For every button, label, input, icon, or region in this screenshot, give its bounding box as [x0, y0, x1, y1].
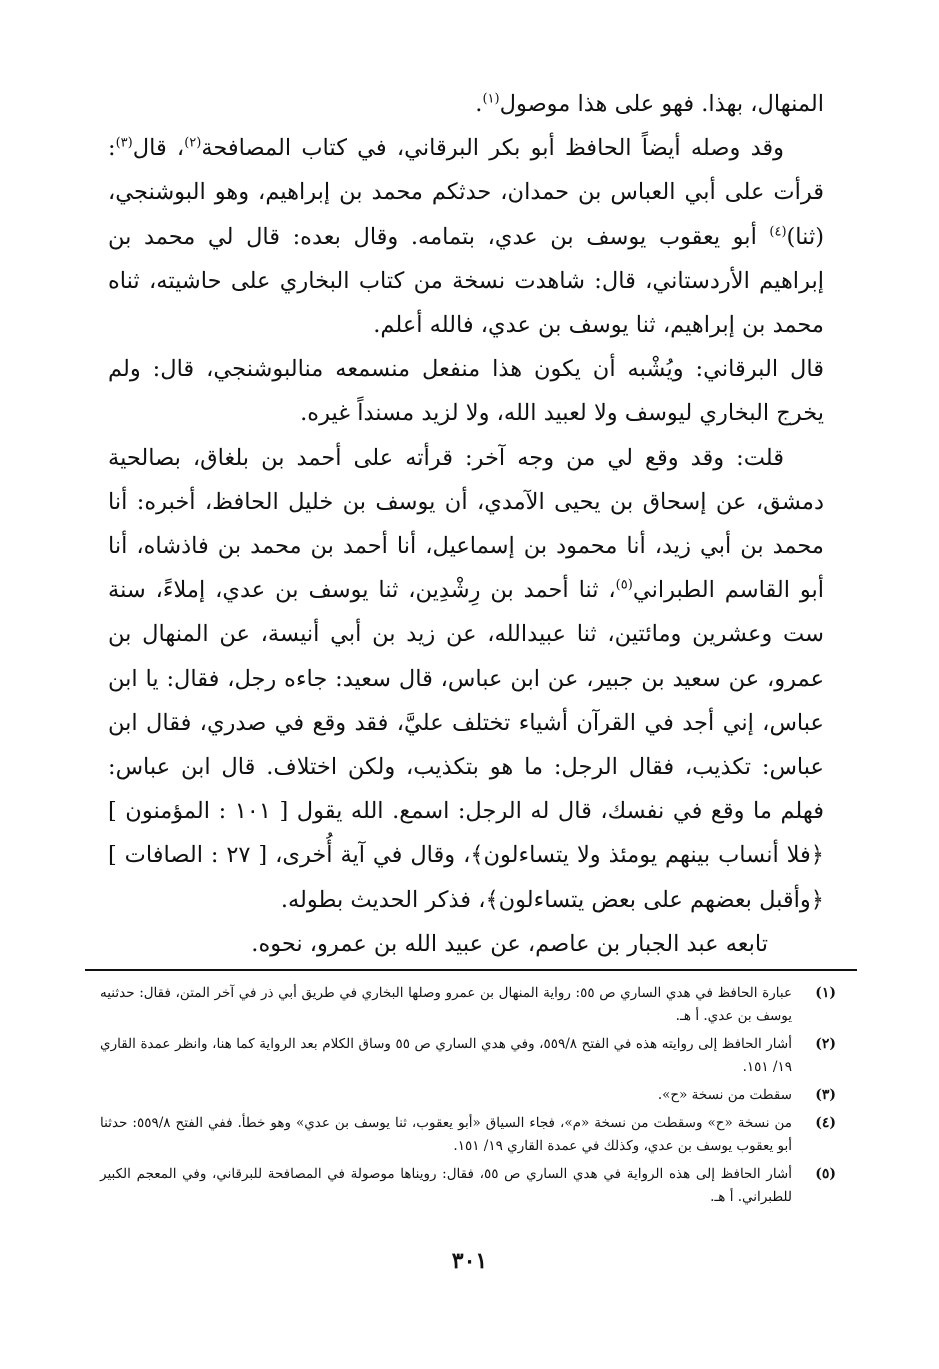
- footnote-text: أشار الحافظ إلى هذه الرواية في هدي الساري ص ٥٥، فقال: رويناها موصولة في المصافحة للبرقاني، وفي المعجم الكبير للطبراني. أ هـ.: [100, 1166, 792, 1205]
- page-number: ٣٠١: [451, 1248, 488, 1274]
- footnote-2: [100, 1033, 836, 1079]
- footnote-ref-4[interactable]: (٤): [769, 224, 787, 240]
- footnote-ref-2[interactable]: (٢): [184, 135, 202, 151]
- footnote-ref-5[interactable]: (٥): [615, 577, 633, 593]
- footnote-number: (٣): [815, 1087, 836, 1103]
- footnote-ref-3[interactable]: (٣): [115, 135, 133, 151]
- footnote-number: (١): [815, 985, 836, 1001]
- footnote-number: (٤): [815, 1115, 836, 1131]
- footnote-3: [100, 1084, 836, 1107]
- footnote-5: [100, 1163, 836, 1209]
- footnote-text: سقطت من نسخة «ح».: [657, 1087, 792, 1103]
- footnotes: [100, 982, 836, 1214]
- footnote-text: عبارة الحافظ في هدي الساري ص ٥٥: رواية المنهال بن عمرو وصلها البخاري في طريق أبي ذر في آخر المتن، فقال: حدثنيه يوسف بن عدي. أ هـ.: [100, 985, 792, 1024]
- footnote-text: أشار الحافظ إلى روايته هذه في الفتح ٥٥٩/٨، وفي هدي الساري ص ٥٥ وساق الكلام بعد الرواية كما هنا، وانظر عمدة القاري ١٩/ ١٥١.: [100, 1036, 792, 1075]
- footnote-1: [100, 982, 836, 1028]
- footnote-number: (٢): [815, 1036, 836, 1052]
- footnote-number: (٥): [815, 1166, 836, 1182]
- paragraph-4: قلت: وقد وقع لي من وجه آخر: قرأته على أحمد بن بلغاق، بصالحية دمشق، عن إسحاق بن يحيى الآمدي، أن يوسف بن خليل الحافظ، أخبره: أنا محمد بن أبي زيد، أنا محمود بن إسماعيل، أنا أحمد بن محمد بن فاذشاه، أنا أبو القاسم الطبراني$^{(٥)}$، ثنا أحمد بن رِشْدِين، ثنا يوسف بن عدي، إملاءً، سنة ست وعشرين ومائتين، ثنا عبيدالله، عن زيد بن أبي أنيسة، عن المنهال بن عمرو، عن سعيد بن جبير، عن ابن عباس، قال سعيد: جاءه رجل، فقال: يا ابن عباس، إني أجد في القرآن أشياء تختلف عليَّ، فقد وقع في صدري، فقال ابن عباس: تكذيب، فقال الرجل: ما هو بتكذيب، ولكن اختلاف. قال ابن عباس: فهلم ما وقع في نفسك، قال له الرجل: اسمع. الله يقول [ ١٠١ : المؤمنون ] ﴿فلا أنساب بينهم يومئذ ولا يتساءلون﴾، وقال في آية أُخرى، [ ٢٧ : الصافات ] ﴿وأقبل بعضهم على بعض يتساءلون﴾، فذكر الحديث بطوله.: [108, 444, 825, 913]
- paragraph-1: المنهال، بهذا. فهو على هذا موصول$^{(١)}$.: [475, 91, 824, 117]
- footnote-text: من نسخة «ح» وسقطت من نسخة «م»، فجاء السياق «أبو يعقوب، ثنا يوسف بن عدي» وهو خطأ. ففي الفتح ٥٥٩/٨: حدثنا أبو يعقوب يوسف بن عدي، وكذلك في عمدة القاري ١٩/ ١٥١.: [100, 1115, 793, 1154]
- paragraph-5: تابعه عبد الجبار بن عاصم، عن عبيد الله بن عمرو، نحوه.: [251, 930, 768, 957]
- paragraph-3: قال البرقاني: ويُشْبه أن يكون هذا منفعل منسمعه منالبوشنجي، قال: ولم يخرج البخاري ليوسف ولا لعبيد الله، ولا لزيد مسنداً غيره.: [108, 356, 824, 427]
- footnote-ref-1[interactable]: (١): [482, 91, 500, 107]
- footnote-4: [100, 1112, 836, 1158]
- main-text: [108, 82, 824, 966]
- footnote-divider: [85, 969, 857, 971]
- paragraph-2: وقد وصله أيضاً الحافظ أبو بكر البرقاني، في كتاب المصافحة$^{(٢)}$، قال$^{(٣)}$: قرأت على أبي العباس بن حمدان، حدثكم محمد بن إبراهيم، وهو البوشنجي، (ثنا)$^{(٤)}$ أبو يعقوب يوسف بن عدي، بتمامه. وقال بعده: قال لي محمد بن إبراهيم الأردستاني، قال: شاهدت نسخة من كتاب البخاري على حاشيته، ثناه محمد بن إبراهيم، ثنا يوسف بن عدي، فالله أعلم.: [108, 135, 824, 339]
